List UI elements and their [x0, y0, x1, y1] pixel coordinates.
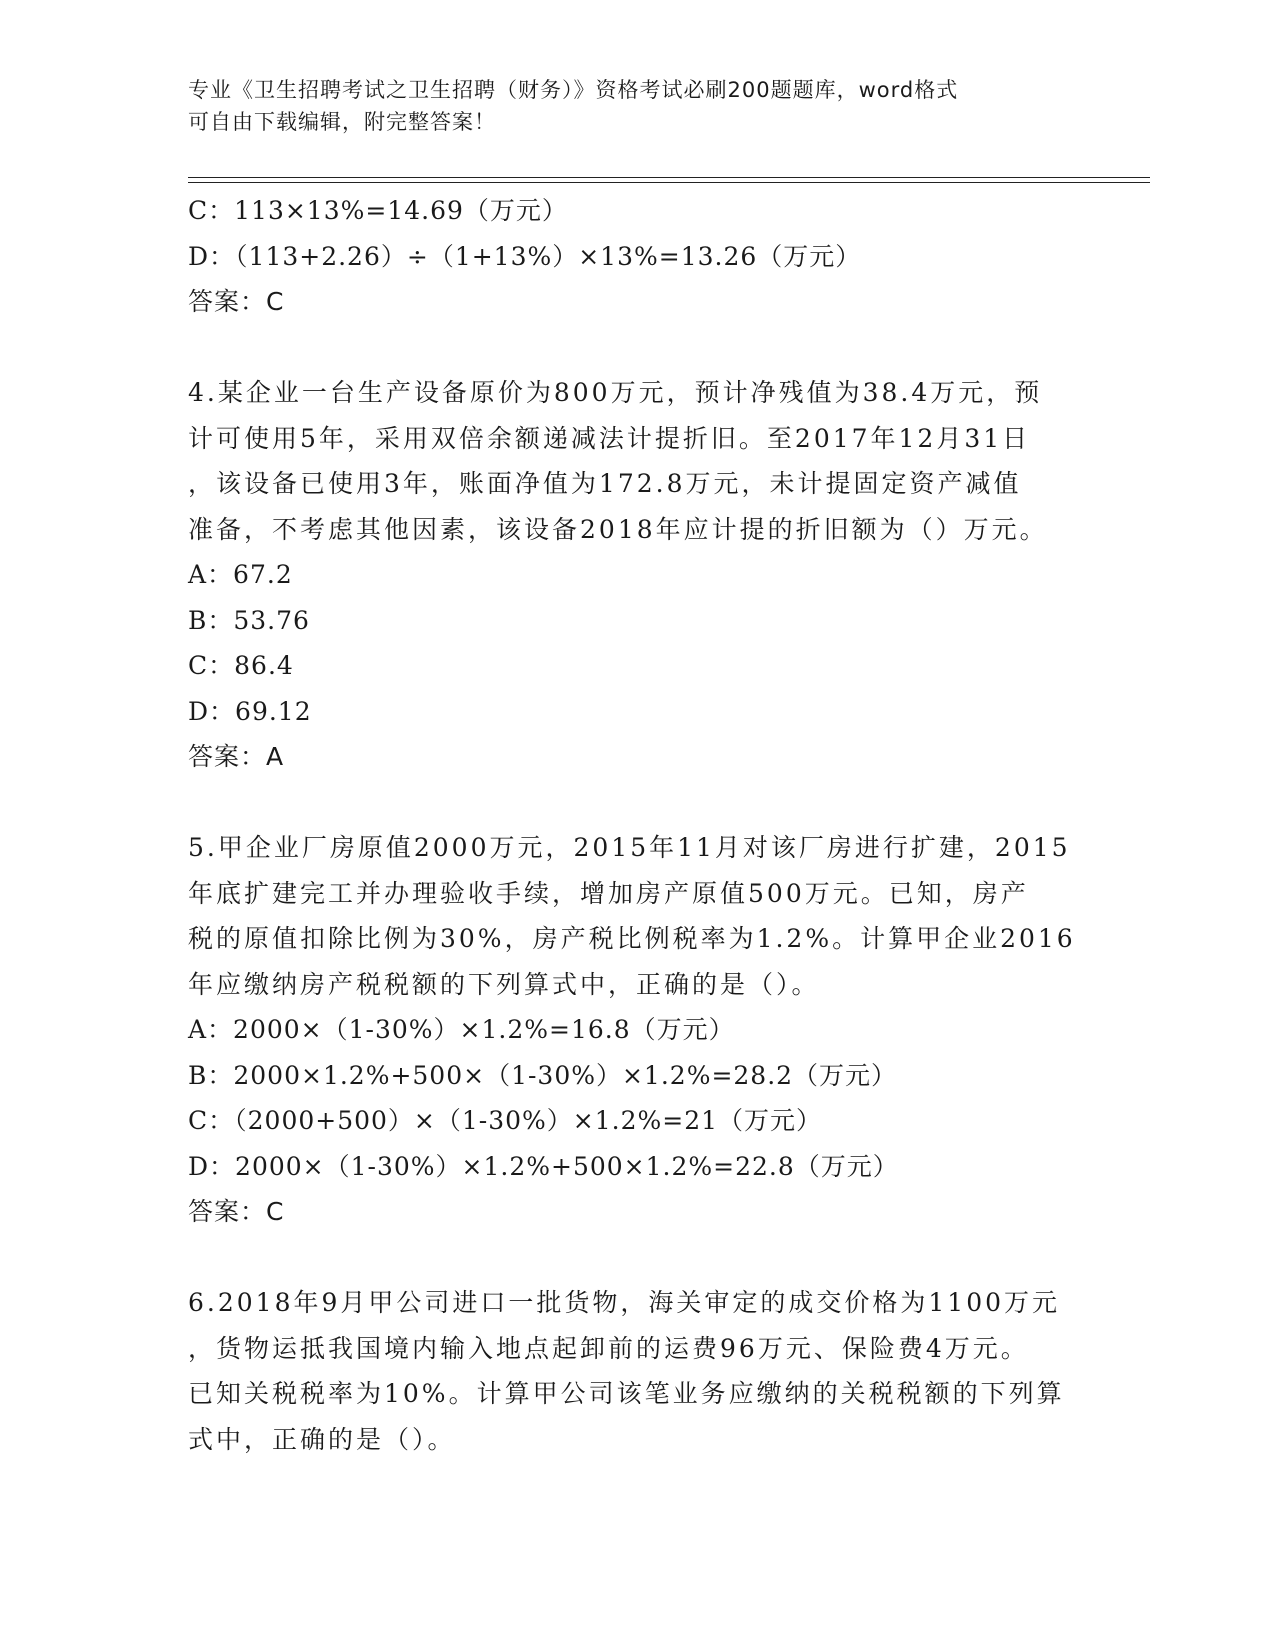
- q4-option-c: C：86.4: [188, 651, 294, 680]
- header-title-line-2: 可自由下载编辑，附完整答案！: [188, 110, 496, 134]
- q6-stem-line: ，货物运抵我国境内输入地点起卸前的运费96万元、保险费4万元。: [188, 1333, 1029, 1363]
- q5-stem-line: 年底扩建完工并办理验收手续，增加房产原值500万元。已知，房产: [188, 878, 1029, 908]
- q4-option-d: D：69.12: [188, 696, 312, 726]
- q6-stem-line: 6.2018年9月甲公司进口一批货物，海关审定的成交价格为1100万元: [188, 1288, 1061, 1317]
- spacer: [188, 325, 1088, 371]
- header-divider-top: [188, 177, 1150, 178]
- q5-option-d: D：2000×（1-30%）×1.2%+500×1.2%=22.8（万元）: [188, 1151, 899, 1181]
- q4-stem-line: 准备，不考虑其他因素，该设备2018年应计提的折旧额为（）万元。: [188, 514, 1048, 544]
- q3-option-c: C：113×13%=14.69（万元）: [188, 196, 568, 225]
- q4-stem-line: 计可使用5年，采用双倍余额递减法计提折旧。至2017年12月31日: [188, 423, 1031, 453]
- question-6: [188, 1280, 1088, 1462]
- q6-stem-line: 式中，正确的是（）。: [188, 1424, 456, 1454]
- q5-stem-line: 年应缴纳房产税税额的下列算式中，正确的是（）。: [188, 969, 820, 999]
- q6-stem-line: 已知关税税率为10%。计算甲公司该笔业务应缴纳的关税税额的下列算: [188, 1379, 1065, 1408]
- question-4: [188, 370, 1088, 780]
- spacer: [188, 780, 1088, 826]
- q5-option-a: A：2000×（1-30%）×1.2%=16.8（万元）: [188, 1015, 735, 1044]
- question-3: [188, 188, 1088, 325]
- q4-option-a: A：67.2: [188, 560, 293, 589]
- q4-stem-line: ，该设备已使用3年，账面净值为172.8万元，未计提固定资产减值: [188, 469, 1022, 498]
- q4-stem-line: 4.某企业一台生产设备原价为800万元，预计净残值为38.4万元，预: [188, 378, 1043, 407]
- question-5: [188, 825, 1088, 1235]
- spacer: [188, 1235, 1088, 1281]
- q5-option-b: B：2000×1.2%+500×（1-30%）×1.2%=28.2（万元）: [188, 1060, 898, 1090]
- q3-option-d: D：（113+2.26）÷（1+13%）×13%=13.26（万元）: [188, 241, 862, 271]
- q5-stem-line: 税的原值扣除比例为30%，房产税比例税率为1.2%。计算甲企业2016: [188, 924, 1076, 953]
- document-body: [188, 188, 1088, 1462]
- q4-option-b: B：53.76: [188, 605, 310, 635]
- q5-option-c: C：（2000+500）×（1-30%）×1.2%=21（万元）: [188, 1106, 823, 1135]
- document-header: [188, 74, 1088, 138]
- q5-stem-line: 5.甲企业厂房原值2000万元，2015年11月对该厂房进行扩建，2015: [188, 833, 1071, 862]
- header-title-line-1: 专业《卫生招聘考试之卫生招聘（财务）》资格考试必刷200题题库，word格式: [188, 78, 959, 102]
- header-divider-bottom: [188, 182, 1150, 183]
- q5-answer: 答案：C: [188, 1197, 285, 1226]
- q4-answer: 答案：A: [188, 742, 285, 771]
- q3-answer: 答案：C: [188, 287, 285, 316]
